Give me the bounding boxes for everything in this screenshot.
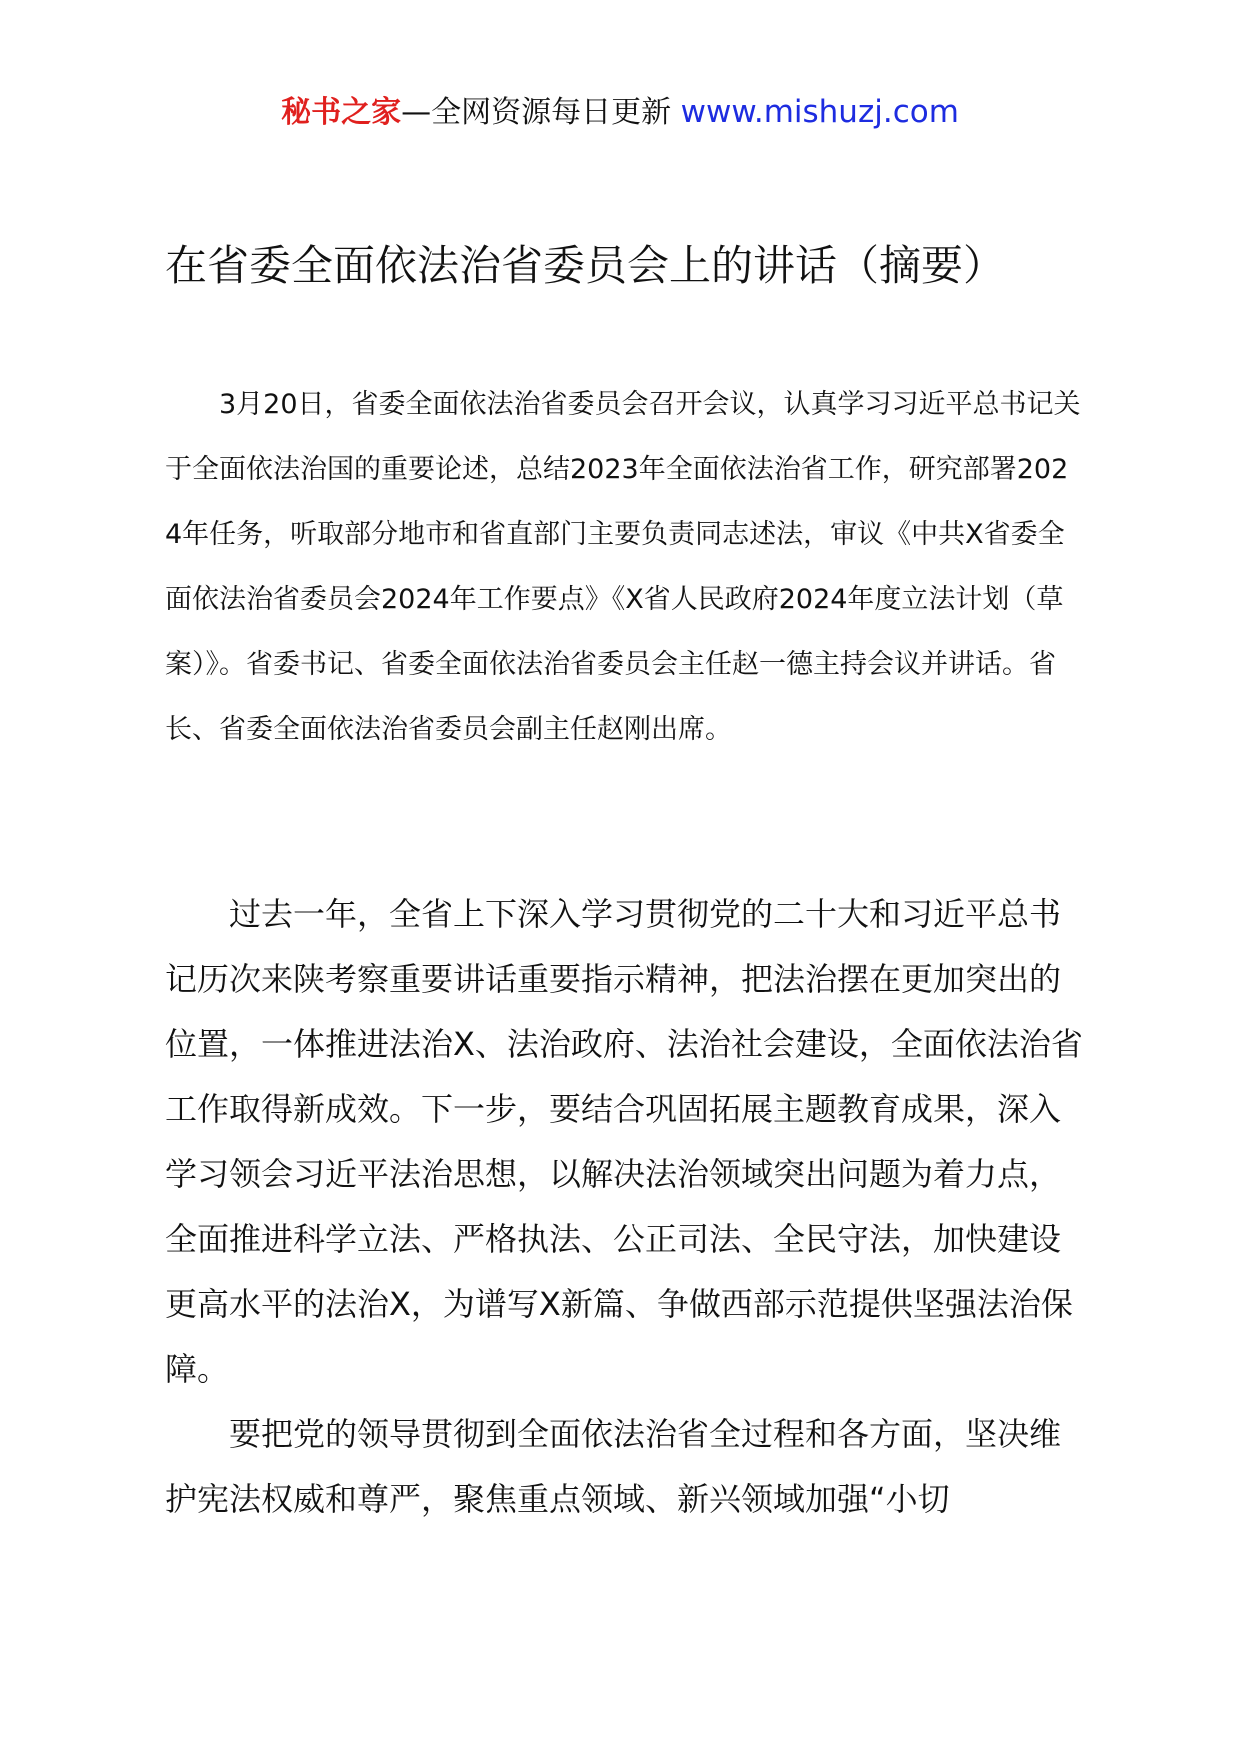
brand-name: 秘书之家 <box>281 95 402 130</box>
document-title: 在省委全面依法治省委员会上的讲话（摘要） <box>165 241 1006 290</box>
paragraph-3: 要把党的领导贯彻到全面依法治省全过程和各方面，坚决维护宪法权威和尊严，聚焦重点领域、新兴领域加强“小切 <box>165 1415 1062 1518</box>
site-header <box>0 92 1240 133</box>
paragraph-1: 3月20日，省委全面依法治省委员会召开会议，认真学习习近平总书记关于全面依法治国的重要论述，总结2023年全面依法治省工作，研究部署2024年任务，听取部分地市和省直部门主要负责同志述法，审议《中共X省委全面依法治省委员会2024年工作要点》《X省人民政府2024年度立法计划（草案）》。省委书记、省委全面依法治省委员会主任赵一德主持会议并讲话。省长、省委全面依法治省委员会副主任赵刚出席。 <box>165 389 1081 745</box>
site-url-link[interactable]: www.mishuzj.com <box>680 94 959 130</box>
header-tagline: —全网资源每日更新 <box>401 95 672 130</box>
paragraph-2: 过去一年，全省上下深入学习贯彻党的二十大和习近平总书记历次来陕考察重要讲话重要指示精神，把法治摆在更加突出的位置，一体推进法治X、法治政府、法治社会建设，全面依法治省工作取得新成效。下一步，要结合巩固拓展主题教育成果，深入学习领会习近平法治思想，以解决法治领域突出问题为着力点，全面推进科学立法、严格执法、公正司法、全民守法，加快建设更高水平的法治X，为谱写X新篇、争做西部示范提供坚强法治保障。 <box>165 895 1083 1388</box>
